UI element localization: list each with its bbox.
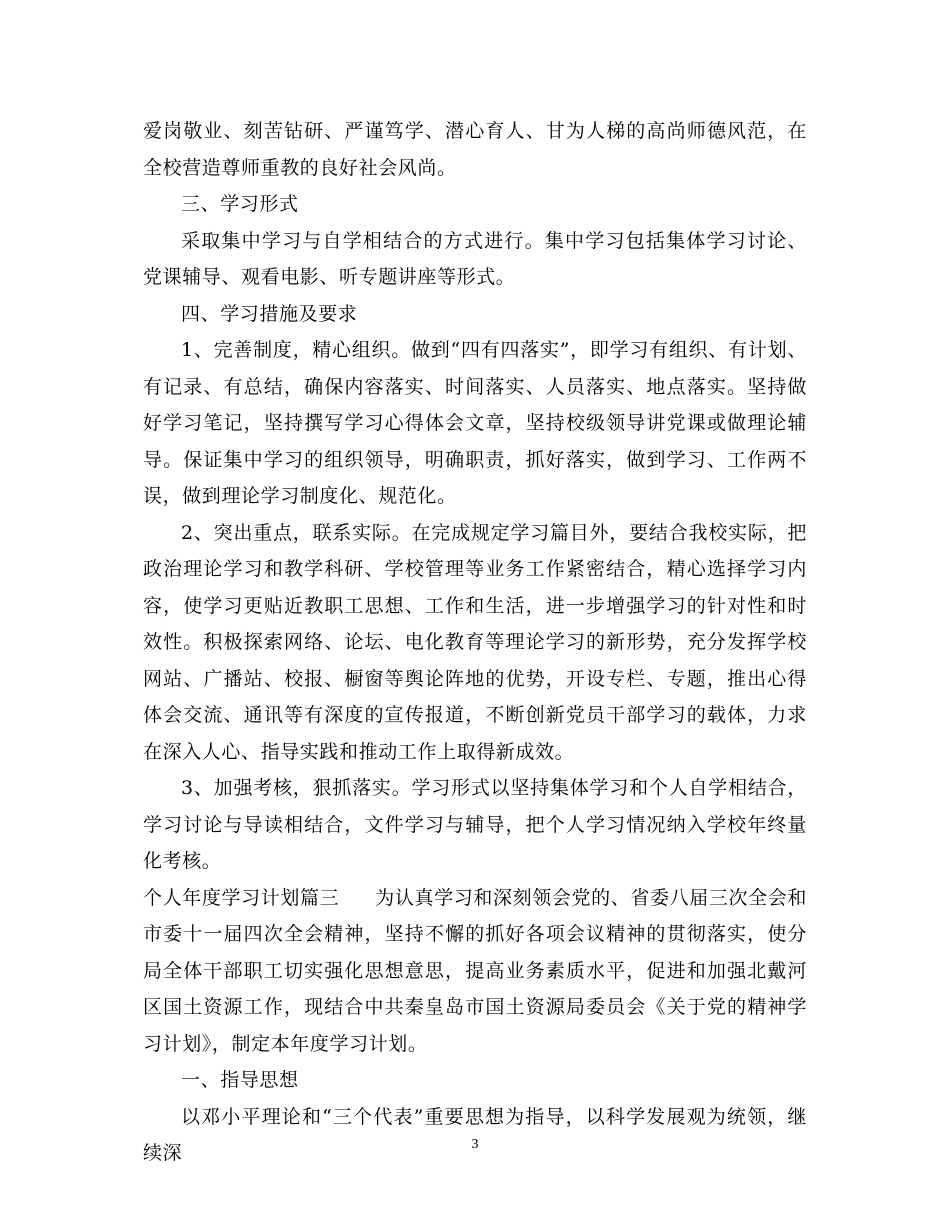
document-body	[143, 113, 807, 1172]
page-number: 3	[471, 1137, 479, 1152]
paragraph-measure-1: 1、完善制度，精心组织。做到“四有四落实”，即学习有组织、有计划、有记录、有总结，确保内容落实、时间落实、人员落实、地点落实。坚持做好学习笔记，坚持撰写学习心得体会文章，坚持校级领导讲党课或做理论辅导。保证集中学习的组织领导，明确职责，抓好落实，做到学习、工作两不误，做到理论学习制度化、规范化。	[143, 339, 807, 507]
section-heading: 个人年度学习计划篇三	[143, 886, 340, 909]
paragraph-1: 爱岗敬业、刻苦钻研、严谨笃学、潜心育人、甘为人梯的高尚师德风范，在全校营造尊师重教的良好社会风尚。	[143, 120, 807, 179]
heading-guiding-thought: 一、指导思想	[181, 1069, 299, 1091]
paragraph-learning-form: 采取集中学习与自学相结合的方式进行。集中学习包括集体学习讨论、党课辅导、观看电影、听专题讲座等形式。	[143, 229, 807, 288]
section-intro-text: 为认真学习和深刻领会党的、省委八届三次全会和市委十一届四次全会精神，坚持不懈的抓好各项会议精神的贯彻落实，使分局全体干部职工切实强化思想意思，提高业务素质水平，促进和加强北戴河区国土资源工作，现结合中共秦皇岛市国土资源局委员会《关于党的精神学习计划》，制定本年度学习计划。	[143, 886, 807, 1055]
heading-measures: 四、学习措施及要求	[181, 302, 358, 325]
paragraph-section-three	[143, 880, 807, 1063]
heading-learning-form: 三、学习形式	[181, 193, 299, 215]
paragraph-measure-2: 2、突出重点，联系实际。在完成规定学习篇目外，要结合我校实际，把政治理论学习和教学科研、学校管理等业务工作紧密结合，精心选择学习内容，使学习更贴近教职工思想、工作和生活，进一步增强学习的针对性和时效性。积极探索网络、论坛、电化教育等理论学习的新形势，充分发挥学校网站、广播站、校报、橱窗等舆论阵地的优势，开设专栏、专题，推出心得体会交流、通讯等有深度的宣传报道，不断创新党员干部学习的载体，力求在深入人心、指导实践和推动工作上取得新成效。	[143, 521, 807, 763]
paragraph-measure-3: 3、加强考核，狠抓落实。学习形式以坚持集体学习和个人自学相结合，学习讨论与导读相结合，文件学习与辅导，把个人学习情况纳入学校年终量化考核。	[143, 777, 807, 872]
paragraph-guiding-thought: 以邓小平理论和“三个代表”重要思想为指导，以科学发展观为统领，继续深	[143, 1105, 807, 1164]
